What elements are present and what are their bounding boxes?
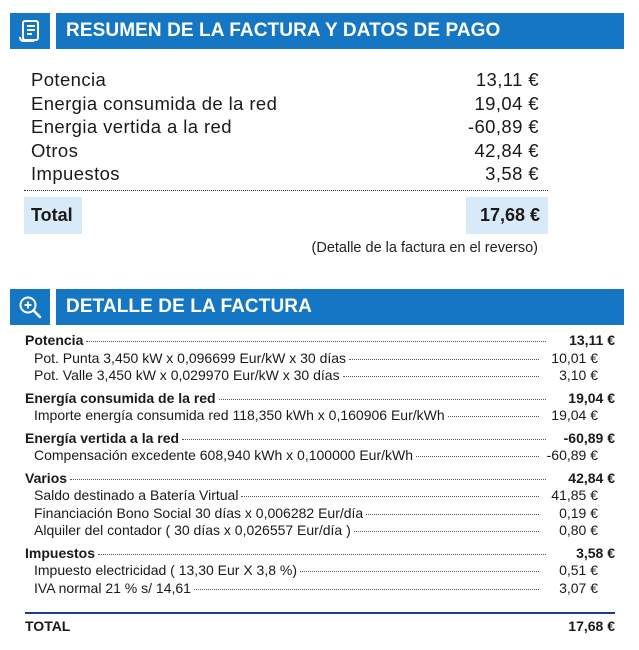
detail-group-header-value: 13,11 € — [569, 332, 615, 348]
summary-row-label: Energia consumida de la red — [31, 92, 278, 114]
detail-item — [25, 580, 615, 598]
detail-group — [25, 470, 615, 540]
detail-group — [25, 545, 615, 598]
detail-group-header-value: 3,58 € — [576, 544, 615, 561]
detail-item-label: IVA normal 21 % s/ 14,61 — [34, 579, 191, 596]
detail-item-value: 41,85 € — [551, 487, 598, 503]
detail-group-header-label: Energía vertida a la red — [25, 429, 180, 446]
detail-item-label: Pot. Punta 3,450 kW x 0,096699 Eur/kW x 30 días — [34, 349, 347, 366]
summary-row-value: 19,04 € — [474, 92, 539, 114]
detail-item-value: -60,89 € — [546, 447, 598, 463]
detail-list — [25, 332, 615, 602]
summary-header — [10, 13, 624, 49]
detail-header — [10, 289, 624, 325]
dot-leader — [86, 341, 546, 342]
dot-leader — [366, 514, 539, 515]
detail-item-value: 3,10 € — [559, 367, 598, 383]
dot-leader — [219, 399, 546, 400]
summary-note: (Detalle de la factura en el reverso) — [311, 240, 538, 256]
summary-row-label: Potencia — [31, 69, 107, 90]
dot-leader — [98, 554, 546, 555]
summary-row — [24, 68, 548, 92]
summary-total-value: 17,68 € — [466, 197, 548, 234]
detail-total-value: 17,68 € — [568, 618, 615, 634]
detail-group-header — [25, 545, 615, 563]
summary-row — [24, 92, 548, 116]
detail-item — [25, 562, 615, 580]
detail-group-header-value: -60,89 € — [563, 429, 615, 446]
detail-item-value: 0,19 € — [559, 504, 598, 521]
detail-group-header — [25, 470, 615, 488]
detail-group-header — [25, 430, 615, 448]
summary-row-value: 13,11 € — [475, 69, 539, 90]
detail-item-label: Saldo destinado a Batería Virtual — [34, 487, 239, 503]
summary-total-label: Total — [24, 197, 82, 234]
dot-leader — [349, 359, 539, 360]
dot-leader — [182, 439, 546, 440]
dot-leader — [241, 496, 539, 497]
detail-item-value: 0,80 € — [559, 522, 598, 538]
summary-row-value: 42,84 € — [474, 139, 539, 161]
detail-item — [25, 407, 615, 425]
detail-item-value: 19,04 € — [551, 407, 598, 423]
detail-item-label: Alquiler del contador ( 30 días x 0,026557 Eur/día ) — [34, 522, 351, 538]
detail-item-value: 10,01 € — [551, 349, 598, 366]
detail-item — [25, 367, 615, 385]
summary-total — [24, 197, 548, 234]
summary-row — [24, 139, 548, 163]
detail-group — [25, 390, 615, 425]
magnifier-plus-icon — [17, 294, 43, 320]
detail-item-value: 0,51 € — [559, 562, 598, 578]
detail-group-header-label: Varios — [25, 469, 68, 486]
detail-item-label: Compensación excedente 608,940 kWh x 0,100000 Eur/kWh — [34, 447, 414, 463]
summary-row-value: 3,58 € — [485, 163, 539, 185]
detail-total — [25, 612, 615, 634]
detail-total-label: TOTAL — [25, 618, 71, 634]
summary-separator — [24, 190, 548, 191]
detail-item — [25, 350, 615, 368]
detail-item — [25, 447, 615, 465]
summary-list — [24, 68, 548, 191]
detail-item-label: Importe energía consumida red 118,350 kWh x 0,160906 Eur/kWh — [34, 407, 445, 423]
summary-row-label: Otros — [31, 139, 79, 161]
dot-leader — [70, 479, 546, 480]
detail-group — [25, 332, 615, 385]
detail-item-label: Financiación Bono Social 30 días x 0,006282 Eur/día — [34, 504, 364, 521]
detail-item-label: Pot. Valle 3,450 kW x 0,029970 Eur/kW x 30 días — [34, 367, 340, 383]
summary-row — [24, 162, 548, 186]
detail-group-header-value: 19,04 € — [568, 389, 615, 406]
detail-item — [25, 487, 615, 505]
detail-item-value: 3,07 € — [559, 579, 598, 596]
summary-icon-box — [10, 13, 50, 49]
detail-item — [25, 522, 615, 540]
dot-leader — [448, 416, 539, 417]
detail-group-header — [25, 390, 615, 408]
detail-title: DETALLE DE LA FACTURA — [56, 289, 624, 325]
detail-group-header-value: 42,84 € — [568, 469, 615, 486]
summary-row-label: Impuestos — [31, 163, 120, 185]
summary-row-label: Energia vertida a la red — [31, 116, 232, 138]
dot-leader — [343, 376, 539, 377]
summary-row — [24, 115, 548, 139]
summary-row-value: -60,89 € — [467, 116, 539, 138]
detail-group-header-label: Potencia — [25, 332, 84, 348]
document-scroll-icon — [17, 18, 43, 44]
detail-icon-box — [10, 289, 50, 325]
dot-leader — [416, 456, 539, 457]
detail-group — [25, 430, 615, 465]
dot-leader — [194, 589, 539, 590]
dot-leader — [300, 571, 539, 572]
summary-title: RESUMEN DE LA FACTURA Y DATOS DE PAGO — [56, 13, 624, 49]
detail-item-label: Impuesto electricidad ( 13,30 Eur X 3,8 %) — [34, 562, 298, 578]
dot-leader — [354, 531, 539, 532]
detail-group-header-label: Impuestos — [25, 544, 96, 561]
detail-group-header-label: Energía consumida de la red — [25, 389, 216, 406]
detail-group-header — [25, 332, 615, 350]
detail-item — [25, 505, 615, 523]
